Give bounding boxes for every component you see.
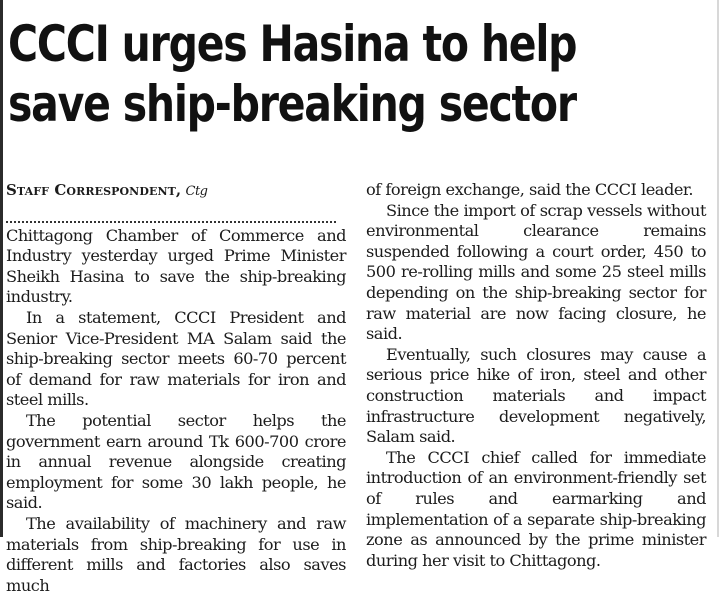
article-paragraph: The potential sector helps the government earn around Tk 600-700 crore in annual revenue alongside creating employment for some 30 lakh people, he said. — [6, 410, 346, 513]
page-left-border — [0, 0, 3, 537]
article-paragraph: Chittagong Chamber of Commerce and Industry yesterday urged Prime Minister Sheikh Hasina to save the ship-breaking industry. — [6, 225, 346, 307]
article-paragraph: Eventually, such closures may cause a serious price hike of iron, steel and other construction materials and impact infrastructure development negatively, Salam said. — [366, 344, 706, 447]
article-paragraph: The availability of machinery and raw materials from ship-breaking for use in different mills and factories also saves much — [6, 513, 346, 595]
article-paragraph: of foreign exchange, said the CCCI leader. — [366, 180, 694, 199]
headline-line-2: save ship-breaking sector — [8, 75, 576, 133]
byline-place: Ctg — [185, 184, 208, 199]
article-paragraph: The CCCI chief called for immediate introduction of an environment-friendly set of rules and earmarking and implementation of a separate ship-breaking zone as announced by the prime minister during her visit to Chittagong. — [366, 447, 706, 570]
article-column-left — [6, 180, 346, 596]
byline-name: Staff Correspondent, — [6, 181, 182, 199]
article-paragraph: In a statement, CCCI President and Senior Vice-President MA Salam said the ship-breaking sector meets 60-70 percent of demand for raw materials for iron and steel mills. — [6, 307, 346, 410]
article-paragraph: Since the import of scrap vessels without environmental clearance remains suspended following a court order, 450 to 500 re-rolling mills and some 25 steel mills depending on the ship-breaking sector for raw material are now facing closure, he said. — [366, 200, 706, 344]
headline-line-1: CCCI urges Hasina to help — [8, 15, 577, 73]
byline — [6, 180, 346, 203]
article-headline — [8, 14, 582, 134]
article-column-right — [366, 180, 706, 571]
dotted-divider — [6, 203, 336, 223]
